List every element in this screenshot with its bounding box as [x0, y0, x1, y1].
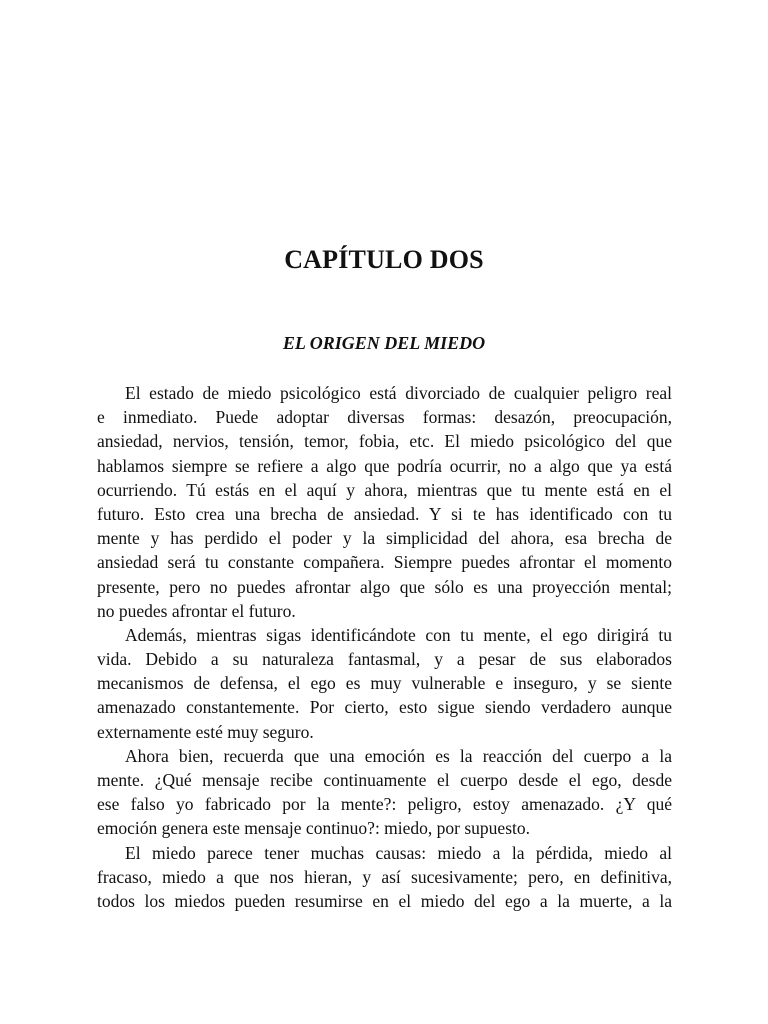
text-line: no puedes afrontar el futuro.: [97, 600, 296, 621]
text-line: mente. ¿Qué mensaje recibe continuamente el cuerpo desde el ego, desde: [97, 770, 672, 790]
text-line: ese falso yo fabricado por la mente?: peligro, estoy amenazado. ¿Y qué: [97, 794, 672, 815]
paragraph-2: [97, 623, 672, 744]
text-line: ocurriendo. Tú estás en el aquí y ahora, mientras que tu mente está en el: [97, 479, 672, 500]
text-line: mecanismos de defensa, el ego es muy vulnerable e inseguro, y se siente: [97, 673, 672, 694]
text-line: Ahora bien, recuerda que una emoción es la reacción del cuerpo a la: [125, 745, 672, 766]
text-line: mente y has perdido el poder y la simplicidad del ahora, esa brecha de: [97, 528, 672, 549]
chapter-body: [97, 381, 672, 913]
chapter-subtitle: EL ORIGEN DEL MIEDO: [282, 333, 486, 353]
text-line: amenazado constantemente. Por cierto, esto sigue siendo verdadero aunque: [97, 697, 672, 718]
text-line: hablamos siempre se refiere a algo que podría ocurrir, no a algo que ya está: [97, 455, 672, 476]
paragraph-4: [97, 841, 672, 914]
text-line: ansiedad será tu constante compañera. Siempre puedes afrontar el momento: [97, 552, 672, 573]
text-line: externamente esté muy seguro.: [97, 721, 314, 742]
text-line: Además, mientras sigas identificándote con tu mente, el ego dirigirá tu: [125, 624, 672, 645]
text-line: ansiedad, nervios, tensión, temor, fobia, etc. El miedo psicológico del que: [97, 431, 672, 452]
text-line: El miedo parece tener muchas causas: miedo a la pérdida, miedo al: [125, 842, 672, 863]
text-line: todos los miedos pueden resumirse en el miedo del ego a la muerte, a la: [97, 890, 672, 911]
text-line: futuro. Esto crea una brecha de ansiedad. Y si te has identificado con tu: [97, 503, 672, 524]
chapter-title: CAPÍTULO DOS: [284, 245, 484, 274]
text-line: emoción genera este mensaje continuo?: miedo, por supuesto.: [97, 818, 530, 839]
text-line: El estado de miedo psicológico está divorciado de cualquier peligro real: [125, 383, 672, 403]
text-line: e inmediato. Puede adoptar diversas formas: desazón, preocupación,: [97, 407, 672, 428]
text-line: presente, pero no puedes afrontar algo que sólo es una proyección mental;: [97, 576, 672, 597]
text-line: vida. Debido a su naturaleza fantasmal, y a pesar de sus elaborados: [97, 649, 672, 670]
paragraph-3: [97, 744, 672, 841]
text-line: fracaso, miedo a que nos hieran, y así sucesivamente; pero, en definitiva,: [97, 866, 672, 887]
paragraph-1: [97, 381, 672, 623]
